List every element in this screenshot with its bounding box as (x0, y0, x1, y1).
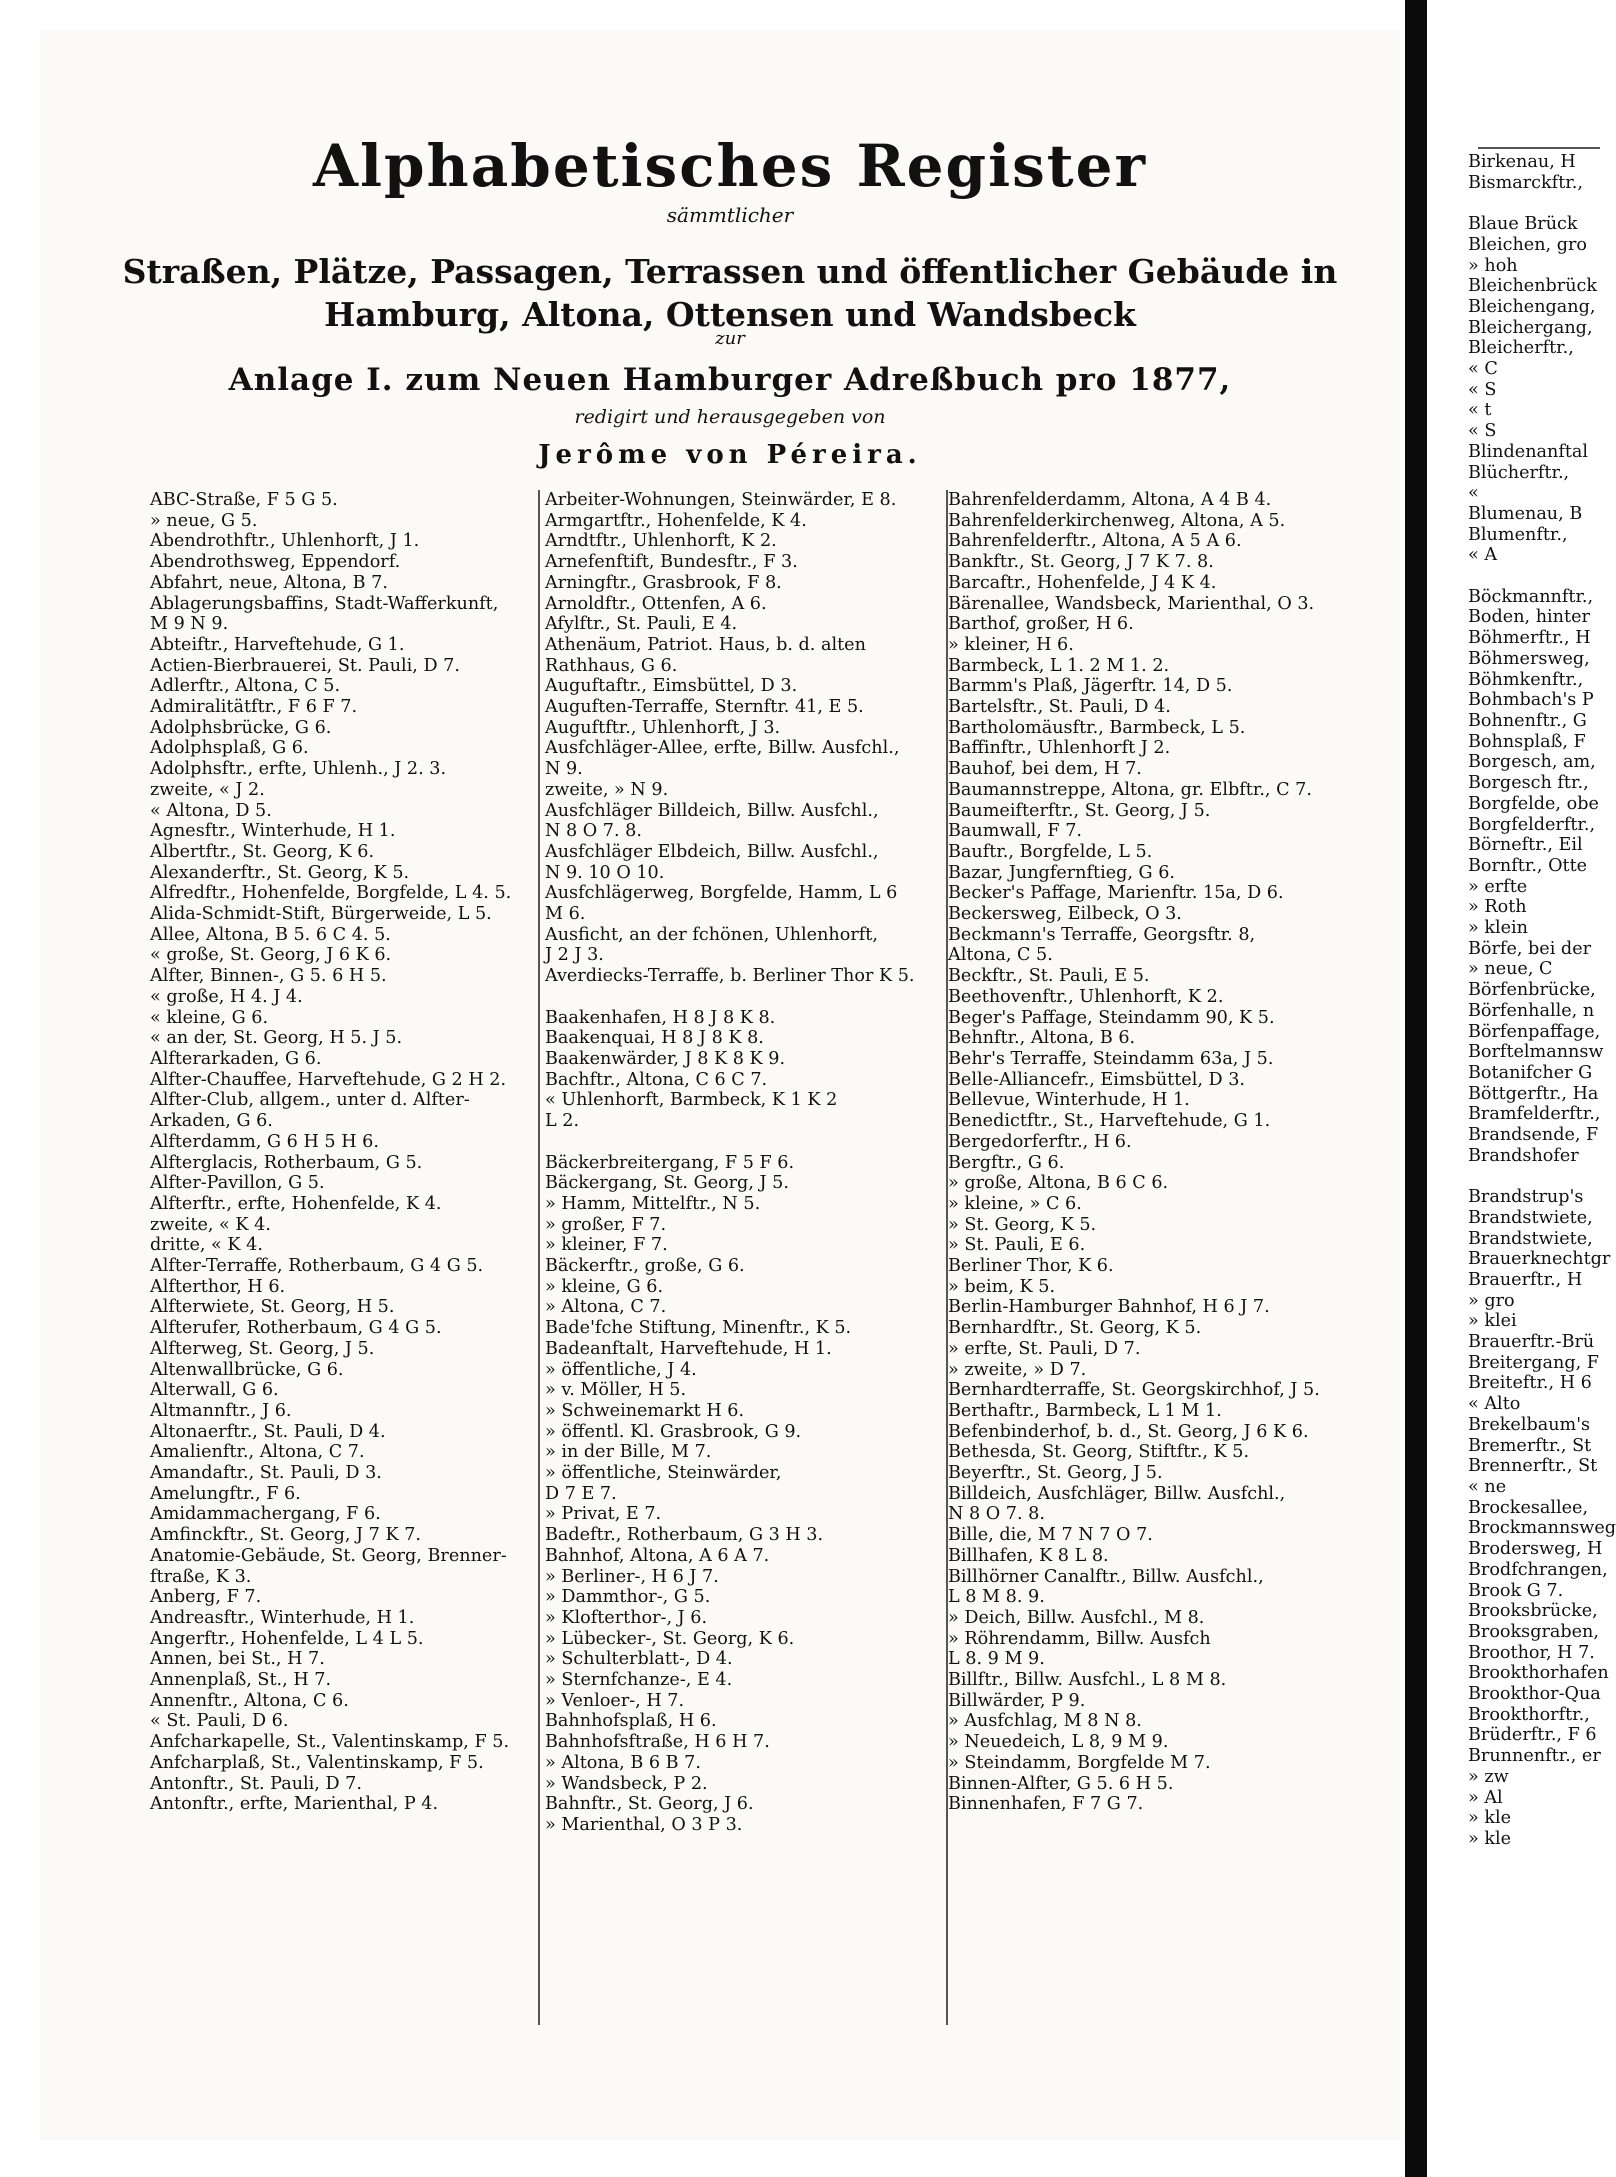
register-entry: Bauhof, bei dem, H 7. (948, 759, 1142, 780)
register-entry: « Alto (1468, 1394, 1521, 1415)
register-entry: Brunnenftr., er (1468, 1746, 1601, 1767)
register-entry: Börneftr., Eil (1468, 835, 1583, 856)
register-entry: Brook G 7. (1468, 1580, 1564, 1601)
register-entry: Bahrenfelderkirchenweg, Altona, A 5. (948, 510, 1286, 531)
register-entry: « S (1468, 379, 1497, 400)
register-entry: Alfterwiete, St. Georg, H 5. (150, 1297, 395, 1318)
register-entry: Amfinckftr., St. Georg, J 7 K 7. (150, 1525, 421, 1546)
register-column-3 (948, 490, 1353, 2060)
register-entry: » kleiner, F 7. (545, 1235, 668, 1256)
register-entry: » zweite, » D 7. (948, 1359, 1087, 1380)
register-entry: » Altona, C 7. (545, 1297, 667, 1318)
register-entry: Becker's Paffage, Marienftr. 15a, D 6. (948, 883, 1284, 904)
register-entry: « kleine, G 6. (150, 1007, 269, 1028)
register-entry: » Klofterthor-, J 6. (545, 1607, 708, 1628)
register-entry (1468, 193, 1600, 214)
register-entry: Bäckerbreitergang, F 5 F 6. (545, 1152, 795, 1173)
register-entry: » neue, C (1468, 959, 1553, 980)
register-entry: Alfredftr., Hohenfelde, Borgfelde, L 4. 5. (150, 883, 512, 904)
register-entry: zweite, » N 9. (545, 779, 669, 800)
register-entry: Bäckergang, St. Georg, J 5. (545, 1173, 789, 1194)
register-entry: » Lübecker-, St. Georg, K 6. (545, 1628, 795, 1649)
register-entry: » Deich, Billw. Ausfchl., M 8. (948, 1607, 1205, 1628)
register-entry: Auguftftr., Uhlenhorft, J 3. (545, 717, 781, 738)
register-entry (1468, 566, 1600, 587)
register-entry: Bahrenfelderftr., Altona, A 5 A 6. (948, 531, 1242, 552)
register-entry: Baumannstreppe, Altona, gr. Elbftr., C 7. (948, 779, 1312, 800)
register-entry: Belle-Alliancefr., Eimsbüttel, D 3. (948, 1069, 1246, 1090)
register-entry: Blücherftr., (1468, 462, 1570, 483)
register-entry: » Schweinemarkt H 6. (545, 1400, 745, 1421)
register-entry: Bleichergang, (1468, 317, 1593, 338)
register-entry: « Uhlenhorft, Barmbeck, K 1 K 2 (545, 1090, 838, 1111)
register-entry: » hoh (1468, 255, 1518, 276)
register-entry: Bohnenftr., G (1468, 710, 1587, 731)
register-entry: Billdeich, Ausfchläger, Billw. Ausfchl., (948, 1483, 1286, 1504)
next-page-rule (1478, 147, 1600, 149)
register-entry: L 8. 9 M 9. (948, 1649, 1045, 1670)
register-entry: Anatomie-Gebäude, St. Georg, Brenner- (150, 1545, 507, 1566)
register-entry: Brekelbaum's (1468, 1414, 1591, 1435)
register-entry (545, 987, 950, 1008)
register-entry: Blindenanftal (1468, 441, 1589, 462)
register-entry: » Sternfchanze-, E 4. (545, 1670, 733, 1691)
register-entry: Anfcharplaß, St., Valentinskamp, F 5. (150, 1752, 484, 1773)
register-entry: Börfenpaffage, (1468, 1021, 1601, 1042)
register-entry: Brandstrup's (1468, 1187, 1584, 1208)
register-entry: Auguftaftr., Eimsbüttel, D 3. (545, 676, 798, 697)
register-entry: Arkaden, G 6. (150, 1111, 273, 1132)
register-entry: Brockmannsweg (1468, 1518, 1616, 1539)
register-entry: Bahnhofsftraße, H 6 H 7. (545, 1732, 770, 1753)
register-entry: Altona, C 5. (948, 945, 1053, 966)
register-entry: M 6. (545, 904, 586, 925)
register-entry: » Al (1468, 1787, 1503, 1808)
register-column-2 (545, 490, 950, 2060)
register-entry: Anberg, F 7. (150, 1587, 262, 1608)
register-entry: Brookthorhafen (1468, 1663, 1609, 1684)
register-entry: » klein (1468, 918, 1529, 939)
register-entry: Bleichen, gro (1468, 234, 1587, 255)
register-entry: Borgesch, am, (1468, 752, 1596, 773)
register-entry: Abfahrt, neue, Altona, B 7. (150, 572, 388, 593)
register-entry: Amalienftr., Altona, C 7. (150, 1442, 365, 1463)
register-entry: « t (1468, 400, 1492, 421)
register-entry: » öffentliche, J 4. (545, 1359, 697, 1380)
register-entry: » Röhrendamm, Billw. Ausfch (948, 1628, 1211, 1649)
register-entry: Angerftr., Hohenfelde, L 4 L 5. (150, 1628, 424, 1649)
register-entry: Alfterdamm, G 6 H 5 H 6. (150, 1131, 379, 1152)
register-entry: Alfterarkaden, G 6. (150, 1048, 322, 1069)
register-entry: Barmbeck, L 1. 2 M 1. 2. (948, 655, 1170, 676)
register-entry: L 8 M 8. 9. (948, 1587, 1045, 1608)
register-entry: Annen, bei St., H 7. (150, 1649, 325, 1670)
register-entry: » gro (1468, 1290, 1515, 1311)
register-entry: « große, H 4. J 4. (150, 986, 303, 1007)
register-entry: » kleine, G 6. (545, 1276, 664, 1297)
register-entry: Botanifcher G (1468, 1062, 1593, 1083)
register-entry: Annenplaß, St., H 7. (150, 1670, 332, 1691)
zur-label: zur (715, 328, 745, 349)
register-entry: N 9. 10 O 10. (545, 862, 665, 883)
register-entry: Bergedorferftr., H 6. (948, 1131, 1132, 1152)
register-entry: Baumwall, F 7. (948, 821, 1083, 842)
register-entry: Brodfchrangen, (1468, 1559, 1608, 1580)
register-entry: Abteiftr., Harveftehude, G 1. (150, 634, 405, 655)
register-entry: Anfcharkapelle, St., Valentinskamp, F 5. (150, 1732, 510, 1753)
register-entry: Berliner Thor, K 6. (948, 1256, 1114, 1277)
register-entry: » St. Pauli, E 6. (948, 1235, 1086, 1256)
register-entry: Bernhardterraffe, St. Georgskirchhof, J 5. (948, 1380, 1320, 1401)
register-entry: Bille, die, M 7 N 7 O 7. (948, 1525, 1153, 1546)
register-entry: Adlerftr., Altona, C 5. (150, 676, 341, 697)
register-entry: Berlin-Hamburger Bahnhof, H 6 J 7. (948, 1297, 1270, 1318)
subtitle-small: sämmtlicher (666, 203, 794, 227)
register-entry: Böhmerftr., H (1468, 628, 1591, 649)
register-entry: Binnen-Alfter, G 5. 6 H 5. (948, 1773, 1174, 1794)
register-entry: Baakenhafen, H 8 J 8 K 8. (545, 1007, 776, 1028)
register-entry: « C (1468, 359, 1498, 380)
register-entry: Baakenquai, H 8 J 8 K 8. (545, 1028, 764, 1049)
register-entry: N 9. (545, 759, 583, 780)
register-entry: Bornftr., Otte (1468, 855, 1588, 876)
register-entry: » öffentl. Kl. Grasbrook, G 9. (545, 1421, 802, 1442)
register-entry: Abendrothftr., Uhlenhorft, J 1. (150, 531, 420, 552)
register-entry: Amelungftr., F 6. (150, 1483, 301, 1504)
register-entry (1468, 1166, 1600, 1187)
editor-line: redigirt und herausgegeben von (574, 406, 886, 428)
register-entry: Bergftr., G 6. (948, 1152, 1065, 1173)
register-entry: » Marienthal, O 3 P 3. (545, 1815, 743, 1835)
register-entry: « (1468, 483, 1479, 504)
register-entry: Bleichengang, (1468, 296, 1596, 317)
register-entry: Averdiecks-Terraffe, b. Berliner Thor K 5. (545, 966, 915, 987)
register-entry: « an der, St. Georg, H 5. J 5. (150, 1028, 403, 1049)
register-entry: dritte, « K 4. (150, 1235, 263, 1256)
register-entry: D 7 E 7. (545, 1483, 617, 1504)
register-entry: Armgartftr., Hohenfelde, K 4. (545, 510, 807, 531)
register-entry: » erfte (1468, 876, 1528, 897)
register-entry: Arnoldftr., Ottenfen, A 6. (545, 593, 767, 614)
register-entry: Annenftr., Altona, C 6. (150, 1690, 349, 1711)
register-entry: Brockesallee, (1468, 1497, 1589, 1518)
register-entry: Brandsende, F (1468, 1125, 1599, 1146)
register-entry: Bahnhofsplaß, H 6. (545, 1711, 717, 1732)
register-entry: Böttgerftr., Ha (1468, 1083, 1599, 1104)
register-entry: » Hamm, Mittelftr., N 5. (545, 1193, 761, 1214)
register-entry: » öffentliche, Steinwärder, (545, 1463, 782, 1484)
register-entry: Allee, Altona, B 5. 6 C 4. 5. (150, 924, 391, 945)
register-entry: Borgesch ftr., (1468, 773, 1589, 794)
register-entry: N 8 O 7. 8. (545, 821, 642, 842)
register-entry: Borgfelde, obe (1468, 793, 1599, 814)
register-entry: Alfter-Pavillon, G 5. (150, 1173, 325, 1194)
register-entry: Alfter-Club, allgem., unter d. Alfter- (150, 1090, 470, 1111)
register-entry: Bankftr., St. Georg, J 7 K 7. 8. (948, 552, 1214, 573)
register-entry: « S (1468, 421, 1497, 442)
register-entry: » erfte, St. Pauli, D 7. (948, 1338, 1141, 1359)
register-entry: « ne (1468, 1477, 1507, 1497)
register-entry: » beim, K 5. (948, 1276, 1056, 1297)
register-entry: Brüderftr., F 6 (1468, 1725, 1597, 1746)
register-entry: Beger's Paffage, Steindamm 90, K 5. (948, 1007, 1275, 1028)
register-entry: » St. Georg, K 5. (948, 1214, 1097, 1235)
register-entry: Bahnftr., St. Georg, J 6. (545, 1794, 754, 1815)
register-entry: » Dammthor-, G 5. (545, 1587, 711, 1608)
register-entry: Ablagerungsbaffins, Stadt-Wafferkunft, (150, 593, 499, 614)
register-entry: Admiralitätftr., F 6 F 7. (150, 697, 358, 718)
register-entry: Beethovenftr., Uhlenhorft, K 2. (948, 986, 1224, 1007)
register-entry: Brookthor-Qua (1468, 1684, 1601, 1705)
register-entry: N 8 O 7. 8. (948, 1504, 1045, 1525)
register-entry: » Wandsbeck, P 2. (545, 1773, 708, 1794)
register-entry: Athenäum, Patriot. Haus, b. d. alten (545, 634, 866, 655)
register-entry: « Altona, D 5. (150, 800, 272, 821)
register-entry: Rathhaus, G 6. (545, 655, 678, 676)
register-entry: Bleicherftr., (1468, 338, 1574, 359)
register-entry (545, 1132, 950, 1153)
register-entry: » klei (1468, 1311, 1517, 1332)
register-entry: Altenwallbrücke, G 6. (150, 1359, 344, 1380)
register-entry: Alterwall, G 6. (150, 1380, 279, 1401)
register-entry: Brooksgraben, (1468, 1621, 1599, 1642)
register-entry: Bohnsplaß, F (1468, 731, 1586, 752)
register-entry: Borftelmannsw (1468, 1042, 1604, 1063)
register-entry: Badeftr., Rotherbaum, G 3 H 3. (545, 1525, 824, 1546)
register-entry: Alfter-Terraffe, Rotherbaum, G 4 G 5. (150, 1256, 484, 1277)
register-entry: Baumeifterftr., St. Georg, J 5. (948, 800, 1211, 821)
register-entry: Blumenftr., (1468, 524, 1568, 545)
register-entry: Böhmkenftr., (1468, 669, 1584, 690)
register-entry: Blumenau, B (1468, 503, 1583, 524)
register-entry: Auguften-Terraffe, Sternftr. 41, E 5. (545, 697, 864, 718)
register-entry: Alfterufer, Rotherbaum, G 4 G 5. (150, 1318, 442, 1339)
register-entry: Bachftr., Altona, C 6 C 7. (545, 1069, 768, 1090)
register-entry: Alfterthor, H 6. (150, 1276, 286, 1297)
page-title: Alphabetisches Register (312, 132, 1148, 200)
register-entry: « St. Pauli, D 6. (150, 1711, 289, 1732)
register-entry: » kle (1468, 1828, 1512, 1849)
register-entry: Bremerftr., St (1468, 1435, 1592, 1456)
register-entry: Bartholomäusftr., Barmbeck, L 5. (948, 717, 1246, 738)
register-entry: Agnesftr., Winterhude, H 1. (150, 821, 396, 842)
register-entry: Brandshofer (1468, 1145, 1579, 1166)
register-entry: Abendrothsweg, Eppendorf. (150, 552, 401, 573)
register-entry: Bleichenbrück (1468, 276, 1598, 297)
register-entry: Bismarckftr., (1468, 172, 1583, 193)
register-entry: Billhafen, K 8 L 8. (948, 1545, 1109, 1566)
register-entry: Adolphsftr., erfte, Uhlenh., J 2. 3. (150, 759, 447, 780)
author-name: Jerôme von Péreira. (538, 440, 922, 470)
register-entry: Billftr., Billw. Ausfchl., L 8 M 8. (948, 1670, 1227, 1691)
register-entry: » Altona, B 6 B 7. (545, 1752, 701, 1773)
register-entry: « A (1468, 545, 1498, 566)
register-entry: J 2 J 3. (545, 945, 604, 966)
register-column-1 (150, 490, 530, 2060)
register-entry: Alfterftr., erfte, Hohenfelde, K 4. (150, 1193, 442, 1214)
register-entry: Antonftr., St. Pauli, D 7. (150, 1773, 362, 1794)
register-entry: Alfterweg, St. Georg, J 5. (150, 1338, 375, 1359)
register-entry: Bahrenfelderdamm, Altona, A 4 B 4. (948, 490, 1272, 510)
register-entry: Bade'fche Stiftung, Minenftr., K 5. (545, 1318, 852, 1339)
register-entry: Brauerknechtgr (1468, 1249, 1611, 1270)
register-entry: Barcaftr., Hohenfelde, J 4 K 4. (948, 572, 1217, 593)
register-entry: Arnefenftift, Bundesftr., F 3. (545, 552, 798, 573)
register-entry: Behnftr., Altona, B 6. (948, 1028, 1136, 1049)
register-entry: » kleiner, H 6. (948, 634, 1074, 655)
register-entry: Arndtftr., Uhlenhorft, K 2. (545, 531, 777, 552)
register-entry: Arbeiter-Wohnungen, Steinwärder, E 8. (545, 490, 897, 510)
register-entry: Beckmann's Terraffe, Georgsftr. 8, (948, 924, 1256, 945)
register-entry: Adolphsplaß, G 6. (150, 738, 309, 759)
register-entry: Böhmersweg, (1468, 648, 1590, 669)
register-entry: » Steindamm, Borgfelde M 7. (948, 1752, 1211, 1773)
register-entry: Behr's Terraffe, Steindamm 63a, J 5. (948, 1048, 1274, 1069)
register-entry: zweite, « K 4. (150, 1214, 271, 1235)
register-entry: « große, St. Georg, J 6 K 6. (150, 945, 392, 966)
register-entry: Brennerftr., St (1468, 1456, 1598, 1477)
register-entry: ABC-Straße, F 5 G 5. (150, 490, 338, 510)
register-entry: Blaue Brück (1468, 214, 1578, 235)
register-entry: Birkenau, H (1468, 152, 1576, 172)
register-entry: Alfterglacis, Rotherbaum, G 5. (150, 1152, 423, 1173)
register-entry: » in der Bille, M 7. (545, 1442, 712, 1463)
register-entry: Altonaerftr., St. Pauli, D 4. (150, 1421, 386, 1442)
register-entry: Ausfchläger-Allee, erfte, Billw. Ausfchl., (545, 738, 900, 759)
register-entry: Alfter, Binnen-, G 5. 6 H 5. (150, 966, 387, 987)
register-entry: Berthaftr., Barmbeck, L 1 M 1. (948, 1400, 1222, 1421)
register-entry: Bohmbach's P (1468, 690, 1594, 711)
register-entry: Albertftr., St. Georg, K 6. (150, 841, 375, 862)
register-entry: Baffinftr., Uhlenhorft J 2. (948, 738, 1171, 759)
register-entry: Ausfchläger Billdeich, Billw. Ausfchl., (545, 800, 879, 821)
register-entry: Billwärder, P 9. (948, 1690, 1086, 1711)
register-column-next-page (1468, 152, 1616, 2032)
register-entry: Bellevue, Winterhude, H 1. (948, 1090, 1190, 1111)
register-entry: Brandstwiete, (1468, 1228, 1593, 1249)
register-entry: Bauftr., Borgfelde, L 5. (948, 841, 1153, 862)
register-entry: » große, Altona, B 6 C 6. (948, 1173, 1169, 1194)
register-entry: Benedictftr., St., Harveftehude, G 1. (948, 1111, 1271, 1132)
subtitle-line-1: Straßen, Plätze, Passagen, Terrassen und öffentlicher Gebäude in (122, 252, 1338, 291)
register-entry: Bernhardftr., St. Georg, K 5. (948, 1318, 1202, 1339)
register-entry: » Privat, E 7. (545, 1504, 662, 1525)
register-entry: Amandaftr., St. Pauli, D 3. (150, 1463, 382, 1484)
column-divider (538, 490, 540, 2025)
anlage-line: Anlage I. zum Neuen Hamburger Adreßbuch pro 1877, (228, 362, 1232, 398)
register-entry: » kleine, » C 6. (948, 1193, 1082, 1214)
register-entry: Breitergang, F (1468, 1352, 1600, 1373)
register-entry: Barmm's Plaß, Jägerftr. 14, D 5. (948, 676, 1233, 697)
register-entry: Boden, hinter (1468, 607, 1590, 628)
register-entry: Arningftr., Grasbrook, F 8. (545, 572, 782, 593)
register-entry: Alfter-Chauffee, Harveftehude, G 2 H 2. (150, 1069, 507, 1090)
register-entry: Bartelsftr., St. Pauli, D 4. (948, 697, 1171, 718)
register-entry: Bazar, Jungfernftieg, G 6. (948, 862, 1175, 883)
register-entry: zweite, « J 2. (150, 779, 265, 800)
register-entry: Brodersweg, H (1468, 1539, 1603, 1560)
register-entry: Baakenwärder, J 8 K 8 K 9. (545, 1048, 786, 1069)
register-entry: » neue, G 5. (150, 510, 258, 531)
register-entry: » Roth (1468, 897, 1527, 918)
register-entry: Bethesda, St. Georg, Stiftftr., K 5. (948, 1442, 1250, 1463)
register-entry: Brauerftr.-Brü (1468, 1332, 1595, 1353)
register-entry: ftraße, K 3. (150, 1566, 252, 1587)
register-entry: Bramfelderftr., (1468, 1104, 1601, 1125)
register-entry: Beckftr., St. Pauli, E 5. (948, 966, 1150, 987)
register-entry: Brandstwiete, (1468, 1207, 1593, 1228)
register-entry: » kle (1468, 1808, 1512, 1829)
register-entry: Breiteftr., H 6 (1468, 1373, 1592, 1394)
register-entry: Bahnhof, Altona, A 6 A 7. (545, 1545, 770, 1566)
register-entry: » Schulterblatt-, D 4. (545, 1649, 733, 1670)
register-entry: Badeanftalt, Harveftehude, H 1. (545, 1338, 832, 1359)
register-entry: » Neuedeich, L 8, 9 M 9. (948, 1732, 1169, 1753)
register-entry: Borgfelderftr., (1468, 814, 1596, 835)
register-entry: Billhörner Canalftr., Billw. Ausfchl., (948, 1566, 1264, 1587)
register-entry: Alida-Schmidt-Stift, Bürgerweide, L 5. (150, 904, 492, 925)
register-entry: » Ausfchlag, M 8 N 8. (948, 1711, 1142, 1732)
register-entry: » Berliner-, H 6 J 7. (545, 1566, 719, 1587)
register-entry: L 2. (545, 1111, 580, 1132)
register-entry: Altmannftr., J 6. (150, 1400, 292, 1421)
register-entry: Börfe, bei der (1468, 938, 1592, 959)
register-entry: Barthof, großer, H 6. (948, 614, 1134, 635)
register-entry: Binnenhafen, F 7 G 7. (948, 1794, 1144, 1815)
register-entry: Ausfchlägerweg, Borgfelde, Hamm, L 6 (545, 883, 898, 904)
register-entry: Ausfchläger Elbdeich, Billw. Ausfchl., (545, 841, 879, 862)
register-entry: Ausficht, an der fchönen, Uhlenhorft, (545, 924, 878, 945)
register-entry: Beyerftr., St. Georg, J 5. (948, 1463, 1163, 1484)
register-entry: Antonftr., erfte, Marienthal, P 4. (150, 1794, 439, 1815)
register-entry: Broothor, H 7. (1468, 1642, 1595, 1663)
register-entry: Actien-Bierbrauerei, St. Pauli, D 7. (150, 655, 460, 676)
register-entry: Alexanderftr., St. Georg, K 5. (150, 862, 410, 883)
register-entry: Brooksbrücke, (1468, 1601, 1598, 1622)
register-entry: » Venloer-, H 7. (545, 1690, 685, 1711)
register-entry: Befenbinderhof, b. d., St. Georg, J 6 K 6. (948, 1421, 1309, 1442)
register-entry: M 9 N 9. (150, 614, 229, 635)
subtitle-line-2: Hamburg, Altona, Ottensen und Wandsbeck (324, 295, 1136, 334)
register-entry: Adolphsbrücke, G 6. (150, 717, 332, 738)
register-entry: Bäckerftr., große, G 6. (545, 1256, 745, 1277)
register-entry: Börfenhalle, n (1468, 1000, 1595, 1021)
register-entry: Afylftr., St. Pauli, E 4. (545, 614, 738, 635)
register-entry: » v. Möller, H 5. (545, 1380, 687, 1401)
register-entry: Bärenallee, Wandsbeck, Marienthal, O 3. (948, 593, 1315, 614)
register-entry: » zw (1468, 1766, 1509, 1787)
register-entry: Brauerftr., H (1468, 1269, 1583, 1290)
register-entry: Böckmannftr., (1468, 586, 1594, 607)
register-entry: Börfenbrücke, (1468, 980, 1596, 1001)
register-entry: Andreasftr., Winterhude, H 1. (150, 1607, 415, 1628)
register-entry: Amidammachergang, F 6. (150, 1504, 381, 1525)
register-entry: » großer, F 7. (545, 1214, 667, 1235)
register-entry: Brookthorftr., (1468, 1704, 1590, 1725)
register-entry: Beckersweg, Eilbeck, O 3. (948, 904, 1182, 925)
